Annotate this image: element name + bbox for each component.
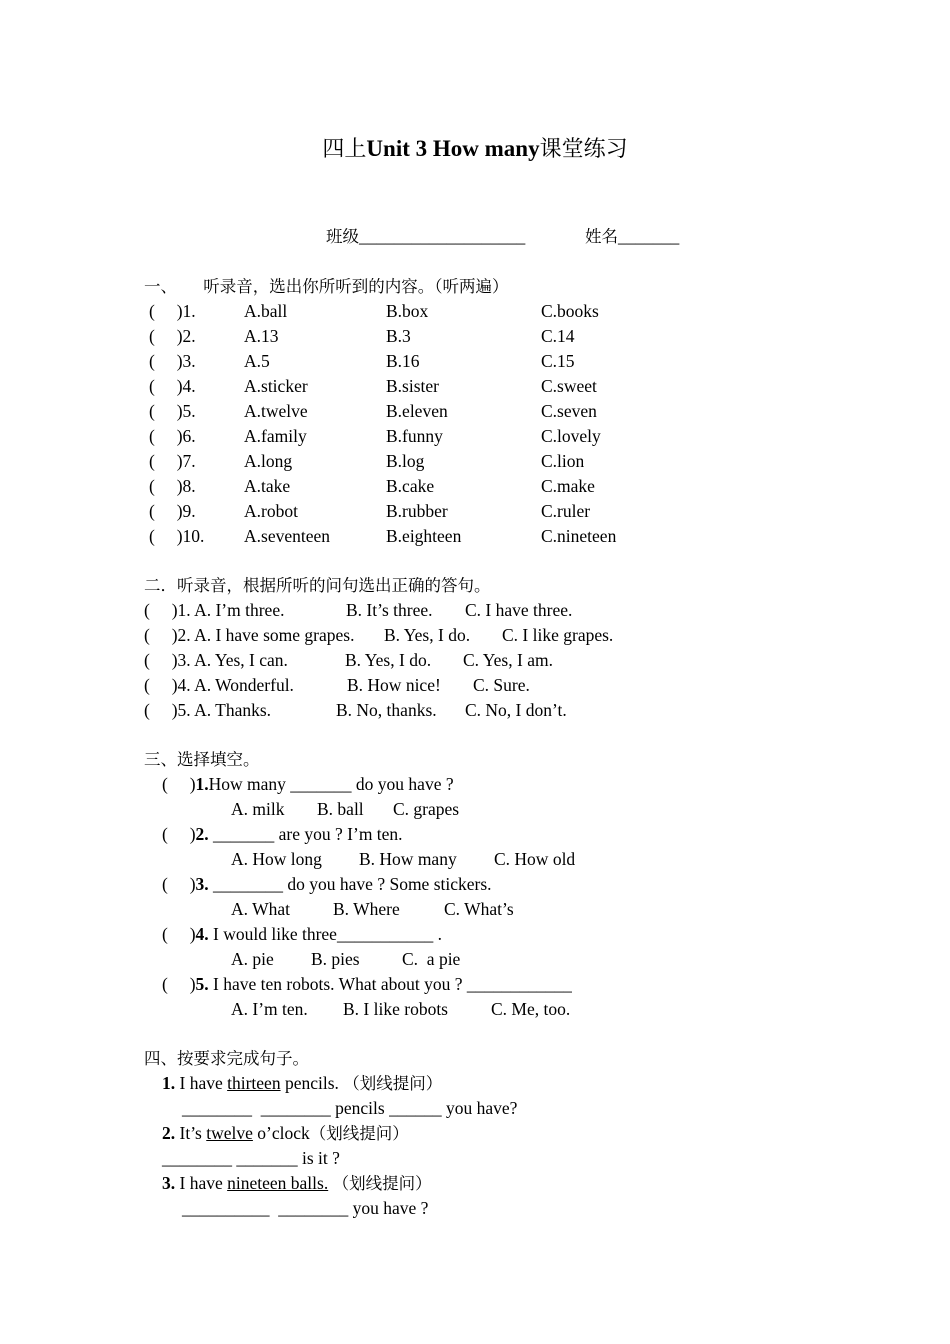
option-c: C.lovely	[541, 426, 601, 446]
question-text: ________ do you have ? Some stickers.	[208, 874, 492, 894]
option-a: A. What	[231, 899, 290, 919]
question-row	[162, 922, 442, 947]
question-row	[144, 698, 271, 723]
option-a: A. I’m three.	[194, 600, 285, 620]
option-b: B. pies	[311, 949, 360, 969]
option-a: A. I’m ten.	[231, 999, 308, 1019]
option-b: B.16	[386, 351, 420, 371]
underlined-word: thirteen	[227, 1073, 281, 1093]
question-text: I would like three___________ .	[208, 924, 442, 944]
option-c: C. a pie	[402, 949, 461, 969]
question-number: 3.	[195, 874, 209, 894]
option-b: B. Yes, I do.	[384, 625, 471, 645]
option-a: A.seventeen	[244, 526, 331, 546]
page-title: 四上Unit 3 How many课堂练习	[322, 136, 628, 162]
option-c: C.ruler	[541, 501, 591, 521]
question-row	[162, 822, 403, 847]
option-a: A. Yes, I can.	[194, 650, 288, 670]
question-number: ( )1.	[144, 600, 195, 620]
answer-bracket: ( )	[162, 774, 196, 794]
instruction-note: （划线提问）	[332, 1174, 432, 1193]
option-b: B.log	[386, 451, 425, 471]
option-a: A.take	[244, 476, 291, 496]
instruction-note: （划线提问）	[343, 1074, 443, 1093]
question-row	[162, 872, 492, 897]
option-b: B. ball	[317, 799, 364, 819]
answer-bracket: ( )	[162, 974, 196, 994]
option-c: C.seven	[541, 401, 597, 421]
option-b: B.rubber	[386, 501, 448, 521]
option-b: B. Yes, I do.	[345, 650, 432, 670]
question-number: ( )2.	[149, 326, 196, 346]
question-number: ( )7.	[149, 451, 196, 471]
option-a: A. I have some grapes.	[194, 625, 355, 645]
option-b: B.funny	[386, 426, 443, 446]
option-a: A.5	[244, 351, 270, 371]
option-b: B. Where	[333, 899, 400, 919]
question-number: ( )3.	[149, 351, 196, 371]
question-number: ( )3.	[144, 650, 195, 670]
section-4-heading: 四、按要求完成句子。	[144, 1049, 309, 1068]
section-2-heading: 二．听录音，根据所听的问句选出正确的答句。	[144, 576, 491, 595]
question-number: ( )8.	[149, 476, 196, 496]
underlined-word: twelve	[206, 1123, 253, 1143]
answer-bracket: ( )	[162, 874, 196, 894]
question-number: 1.	[195, 774, 209, 794]
class-field: 班级___________________	[326, 226, 526, 246]
question-number: ( )6.	[149, 426, 196, 446]
option-c: C.nineteen	[541, 526, 617, 546]
name-field: 姓名_______	[585, 226, 680, 246]
option-a: A.13	[244, 326, 279, 346]
option-c: C.15	[541, 351, 575, 371]
sentence-text: It’s	[175, 1123, 207, 1143]
option-c: C. No, I don’t.	[465, 700, 567, 720]
sentence-number: 2.	[162, 1123, 176, 1143]
option-b: B. It’s three.	[346, 600, 433, 620]
option-c: C. What’s	[444, 899, 514, 919]
underlined-word: nineteen balls.	[227, 1173, 329, 1193]
answer-line: ________ _______ is it ?	[162, 1148, 340, 1168]
question-number: ( )4.	[149, 376, 196, 396]
question-row	[144, 648, 288, 673]
option-b: B. No, thanks.	[336, 700, 437, 720]
sentence-row	[162, 1121, 409, 1146]
option-a: A. milk	[231, 799, 285, 819]
option-c: C. How old	[494, 849, 576, 869]
option-b: B. How nice!	[347, 675, 441, 695]
option-a: A.twelve	[244, 401, 308, 421]
sentence-text: o’clock	[252, 1123, 310, 1143]
question-text: _______ are you ? I’m ten.	[208, 824, 403, 844]
question-number: 2.	[195, 824, 209, 844]
question-number: ( )5.	[149, 401, 196, 421]
option-a: A. Thanks.	[194, 700, 272, 720]
question-number: 4.	[195, 924, 209, 944]
question-number: ( )5.	[144, 700, 195, 720]
option-c: C.sweet	[541, 376, 597, 396]
option-b: B.3	[386, 326, 411, 346]
option-b: B.sister	[386, 376, 439, 396]
option-c: C.make	[541, 476, 595, 496]
sentence-text: I have	[175, 1173, 228, 1193]
question-number: ( )4.	[144, 675, 195, 695]
option-b: B.eighteen	[386, 526, 462, 546]
option-c: C. grapes	[393, 799, 460, 819]
option-c: C. Yes, I am.	[463, 650, 553, 670]
sentence-row	[162, 1071, 442, 1096]
sentence-number: 3.	[162, 1173, 176, 1193]
sentence-text: I have	[175, 1073, 228, 1093]
option-a: A. Wonderful.	[194, 675, 294, 695]
question-row	[144, 598, 284, 623]
option-b: B.box	[386, 301, 429, 321]
question-number: ( )9.	[149, 501, 196, 521]
section-3-heading: 三、选择填空。	[144, 750, 260, 769]
question-row	[162, 972, 572, 997]
question-text: How many _______ do you have ?	[208, 774, 454, 794]
option-c: C.books	[541, 301, 599, 321]
answer-bracket: ( )	[162, 824, 196, 844]
option-c: C. Sure.	[473, 675, 530, 695]
option-a: A. How long	[231, 849, 322, 869]
sentence-number: 1.	[162, 1073, 176, 1093]
option-c: C. I like grapes.	[502, 625, 614, 645]
option-b: B. How many	[359, 849, 457, 869]
question-row	[144, 673, 294, 698]
question-row	[162, 772, 454, 797]
option-a: A.robot	[244, 501, 298, 521]
option-b: B.cake	[386, 476, 435, 496]
option-c: C. I have three.	[465, 600, 573, 620]
option-b: B.eleven	[386, 401, 448, 421]
question-text: I have ten robots. What about you ? ____________	[208, 974, 572, 994]
question-row	[144, 623, 354, 648]
sentence-text: pencils.	[280, 1073, 344, 1093]
option-c: C.14	[541, 326, 575, 346]
instruction-note: （划线提问）	[309, 1124, 409, 1143]
question-number: ( )2.	[144, 625, 195, 645]
option-c: C. Me, too.	[491, 999, 571, 1019]
sentence-row	[162, 1171, 432, 1196]
question-number: ( )1.	[149, 301, 196, 321]
question-number: 5.	[195, 974, 209, 994]
answer-bracket: ( )	[162, 924, 196, 944]
option-a: A.long	[244, 451, 293, 471]
option-a: A.family	[244, 426, 307, 446]
answer-line: __________ ________ you have ?	[182, 1198, 429, 1218]
option-a: A.sticker	[244, 376, 308, 396]
question-number: ( )10.	[149, 526, 205, 546]
option-b: B. I like robots	[343, 999, 448, 1019]
answer-line: ________ ________ pencils ______ you have?	[182, 1098, 518, 1118]
option-c: C.lion	[541, 451, 585, 471]
option-a: A. pie	[231, 949, 274, 969]
section-1-heading: 一、 听录音，选出你所听到的内容。（听两遍）	[144, 277, 509, 296]
option-a: A.ball	[244, 301, 288, 321]
